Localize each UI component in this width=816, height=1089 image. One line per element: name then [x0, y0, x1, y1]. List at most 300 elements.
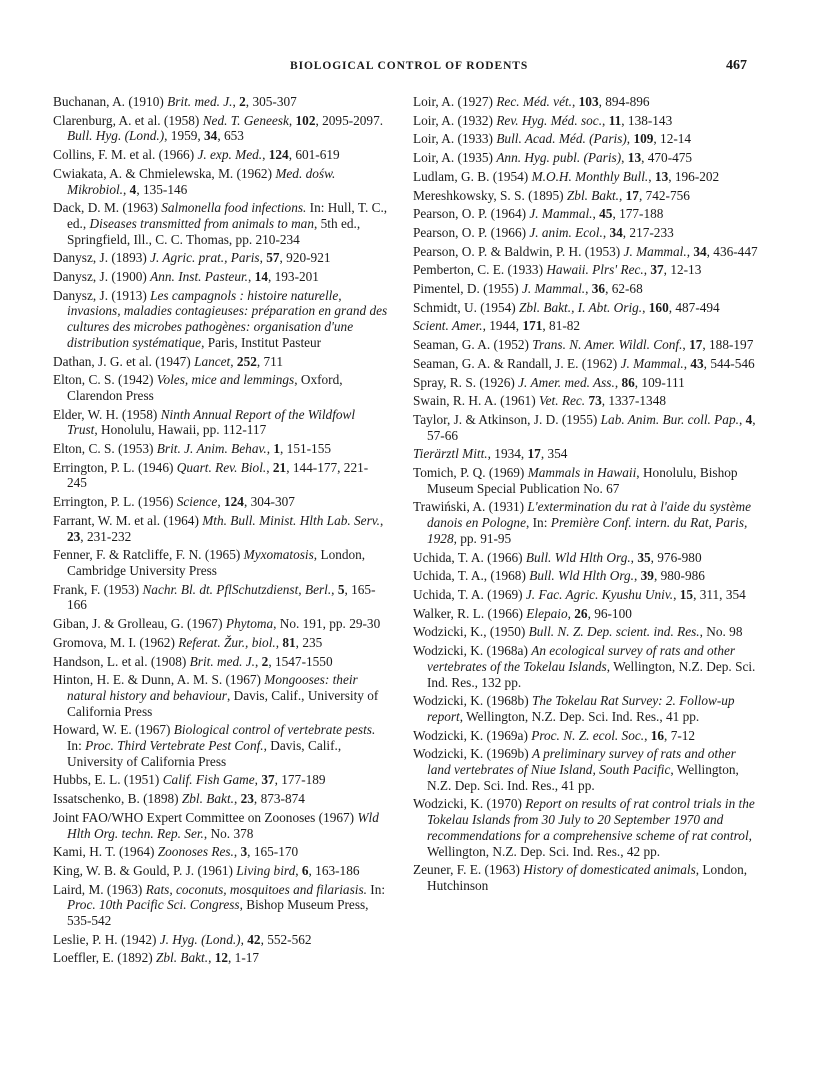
- reference-title: Bull. N. Z. Dep. scient. ind. Res.: [528, 624, 700, 640]
- reference-entry: [53, 844, 388, 860]
- reference-title: Bull. Wld Hlth Org.: [525, 549, 631, 565]
- reference-entry: [413, 150, 758, 166]
- reference-volume: 4: [129, 181, 137, 197]
- reference-text: , 165-166: [67, 581, 376, 613]
- reference-text: Clarenburg, A. et al. (1958): [53, 112, 203, 128]
- reference-title: Vet. Rec.: [538, 393, 586, 409]
- reference-entry: [413, 728, 758, 744]
- reference-volume: 81: [282, 634, 296, 650]
- reference-text: ,: [683, 355, 691, 371]
- reference-text: Elton, C. S. (1953): [53, 441, 157, 457]
- reference-entry: [53, 460, 388, 491]
- reference-text: , 165-170: [247, 844, 299, 860]
- reference-volume: 103: [578, 94, 599, 109]
- reference-text: , Paris, Institut Pasteur: [201, 334, 322, 350]
- reference-text: ,: [230, 353, 237, 369]
- reference-title: J. Mammal.: [623, 243, 687, 259]
- reference-text: ,: [673, 586, 680, 602]
- reference-text: , 7-12: [664, 727, 696, 743]
- reference-text: , In:: [525, 515, 551, 531]
- reference-text: ,: [648, 168, 655, 184]
- reference-title: The Tokelau Rat Survey: 2. Follow-up report: [427, 693, 735, 724]
- reference-title: Tierärztl Mitt.: [413, 446, 488, 462]
- reference-text: Cwiakata, A. & Chmielewska, M. (1962): [53, 165, 276, 181]
- reference-text: Zeuner, F. E. (1963): [413, 862, 524, 878]
- reference-text: , pp. 91-95: [453, 530, 512, 546]
- reference-text: , 305-307: [245, 94, 297, 109]
- reference-entry: [413, 606, 758, 622]
- reference-text: Joint FAO/WHO Expert Committee on Zoonoses (1967): [53, 809, 358, 825]
- reference-text: ,: [571, 94, 579, 109]
- reference-title: Mth. Bull. Minist. Hlth Lab. Serv.: [202, 512, 380, 528]
- reference-text: , No. 378: [203, 825, 254, 841]
- reference-text: , 144-177, 221-245: [67, 459, 369, 491]
- reference-volume: 45: [599, 206, 613, 222]
- reference-text: ,: [233, 844, 241, 860]
- reference-title: Lab. Anim. Bur. coll. Pap.: [600, 411, 739, 427]
- reference-text: , 235: [295, 634, 323, 650]
- reference-entry: [413, 393, 758, 409]
- reference-entry: [413, 94, 758, 110]
- reference-text: , Wellington, N.Z. Dep. Sci. Ind. Res., 132 pp.: [427, 658, 756, 690]
- reference-text: Leslie, P. H. (1942): [53, 931, 160, 947]
- reference-text: Gromova, M. I. (1962): [53, 634, 179, 650]
- reference-title: Zbl. Bakt.: [181, 791, 234, 807]
- reference-text: ,: [208, 950, 215, 966]
- reference-title: Phytoma: [225, 616, 274, 632]
- reference-text: Pearson, O. P. & Baldwin, P. H. (1953): [413, 243, 624, 259]
- reference-title: Ann. Inst. Pasteur.: [150, 269, 249, 285]
- reference-entry: [413, 624, 758, 640]
- reference-text: Handson, L. et al. (1908): [53, 653, 190, 669]
- reference-text: , 1944,: [482, 318, 523, 334]
- reference-text: Taylor, J. & Atkinson, J. D. (1955): [413, 411, 601, 427]
- reference-entry: [413, 643, 758, 690]
- reference-text: Hubbs, E. L. (1951): [53, 772, 163, 788]
- reference-entry: [413, 587, 758, 603]
- reference-volume: 34: [609, 224, 623, 240]
- reference-title: Proc. Third Vertebrate Pest Conf.: [85, 738, 264, 754]
- reference-text: ,: [275, 634, 283, 650]
- reference-text: ,: [642, 299, 649, 315]
- reference-title: Zbl. Bakt., I. Abt. Orig.: [519, 299, 643, 315]
- reference-volume: 6: [301, 862, 309, 878]
- reference-text: , 653: [217, 128, 244, 144]
- reference-text: , 1934,: [487, 446, 528, 462]
- reference-text: , 470-475: [641, 150, 693, 166]
- reference-title: A preliminary survey of rats and other land vertebrates of Niue Island, South Pacific: [427, 746, 736, 778]
- reference-title: Elepaio: [526, 605, 568, 621]
- reference-entry: [53, 950, 388, 966]
- reference-title: Bull. Acad. Méd. (Paris): [496, 131, 627, 147]
- reference-title: Lancet: [194, 353, 231, 369]
- reference-text: , Bishop Museum Press, 535-542: [67, 897, 369, 929]
- reference-title: Report on results of rat control trials in the Tokelau Islands from 30 July to 20 September 1970 and recommendations for a comprehensive scheme of rat control: [427, 796, 755, 843]
- reference-entry: [53, 810, 388, 841]
- reference-entry: [53, 654, 388, 670]
- reference-volume: 109: [633, 131, 654, 147]
- reference-text: , Honolulu, Hawaii, pp. 112-117: [94, 422, 267, 438]
- reference-text: Wodzicki, K., (1950): [413, 624, 529, 640]
- reference-text: ,: [686, 243, 694, 259]
- reference-text: , 138-143: [621, 112, 673, 128]
- running-title: BIOLOGICAL CONTROL OF RODENTS: [290, 60, 529, 72]
- reference-text: , 62-68: [605, 281, 643, 297]
- reference-text: , 96-100: [587, 605, 632, 621]
- references-column-right: [413, 94, 758, 897]
- reference-text: King, W. B. & Gould, P. J. (1961): [53, 862, 237, 878]
- reference-text: , 1337-1348: [601, 393, 666, 409]
- reference-text: , Wellington, N.Z. Dep. Sci. Ind. Res., 41 pp.: [427, 762, 739, 793]
- reference-text: Spray, R. S. (1926): [413, 374, 519, 390]
- reference-volume: 3: [240, 844, 248, 860]
- reference-title: Zbl. Bakt.: [155, 950, 209, 966]
- reference-volume: 57: [266, 250, 280, 266]
- reference-volume: 1: [273, 441, 281, 457]
- reference-title: Ninth Annual Report of the Wildfowl Trust: [67, 406, 356, 438]
- reference-text: Pemberton, C. E. (1933): [413, 262, 547, 278]
- reference-entry: [53, 882, 388, 929]
- reference-title: J. Fac. Agric. Kyushu Univ.: [525, 586, 674, 602]
- reference-volume: 2: [261, 653, 269, 669]
- reference-title: Ann. Hyg. publ. (Paris): [496, 150, 622, 166]
- reference-entry: [53, 672, 388, 719]
- reference-text: ,: [602, 112, 609, 128]
- reference-volume: 23: [240, 791, 254, 807]
- reference-entry: [53, 547, 388, 578]
- reference-entry: [413, 568, 758, 584]
- reference-text: Wodzicki, K. (1969a): [413, 727, 532, 743]
- reference-text: In:: [67, 738, 86, 754]
- reference-text: , 163-186: [308, 862, 360, 878]
- reference-text: , 544-546: [703, 355, 755, 371]
- reference-text: , 135-146: [136, 181, 188, 197]
- reference-text: Buchanan, A. (1910): [53, 94, 168, 109]
- reference-title: Scient. Amer.: [413, 318, 483, 334]
- reference-volume: 11: [608, 112, 622, 128]
- reference-text: , 354: [540, 446, 568, 462]
- reference-text: ,: [621, 150, 628, 166]
- reference-title: Science: [176, 494, 218, 510]
- reference-text: ,: [240, 931, 248, 947]
- reference-entry: [53, 513, 388, 544]
- reference-entry: [413, 262, 758, 278]
- reference-title: Brit. med. J.: [167, 94, 233, 109]
- reference-volume: 12: [214, 950, 229, 966]
- reference-volume: 124: [224, 494, 244, 510]
- reference-volume: 21: [272, 459, 287, 475]
- reference-volume: 171: [522, 318, 543, 334]
- reference-text: Loir, A. (1932): [413, 112, 497, 128]
- reference-text: Elton, C. S. (1942): [53, 372, 157, 388]
- reference-title: Calif. Fish Game: [162, 772, 255, 788]
- reference-entry: [413, 499, 758, 546]
- reference-entry: [53, 250, 388, 266]
- reference-text: , 920-921: [279, 250, 331, 266]
- reference-volume: 34: [693, 243, 707, 259]
- reference-text: Loir, A. (1933): [413, 131, 497, 147]
- reference-title: Med. dośw. Mikrobiol.: [67, 165, 336, 197]
- reference-entry: [413, 337, 758, 353]
- reference-title: J. Amer. med. Ass.: [518, 374, 615, 390]
- reference-volume: 16: [650, 727, 665, 743]
- reference-text: ,: [217, 494, 224, 510]
- reference-text: Pimentel, D. (1955): [413, 281, 522, 297]
- reference-title: An ecological survey of rats and other vertebrates of the Tokelau Islands: [427, 643, 736, 674]
- reference-entry: [53, 722, 388, 769]
- reference-entry: [53, 772, 388, 788]
- reference-text: , 193-201: [267, 269, 319, 285]
- reference-volume: 43: [690, 355, 704, 371]
- reference-entry: [53, 616, 388, 632]
- reference-text: , No. 191, pp. 29-30: [273, 616, 381, 632]
- reference-text: ,: [630, 549, 638, 565]
- reference-title: Wld Hlth Org. techn. Rep. Ser.: [67, 809, 379, 841]
- reference-text: Uchida, T. A., (1968): [413, 568, 530, 584]
- reference-volume: 160: [648, 299, 669, 315]
- reference-text: , 188-197: [702, 337, 754, 353]
- reference-text: , 12-13: [663, 262, 702, 278]
- reference-title: Brit. J. Anim. Behav.: [156, 441, 267, 457]
- reference-entry: [53, 635, 388, 651]
- reference-text: , 980-986: [653, 568, 705, 584]
- reference-text: , 81-82: [542, 318, 581, 334]
- reference-title: J. Mammal.: [529, 206, 593, 222]
- reference-entry: [413, 746, 758, 793]
- reference-text: Laird, M. (1963): [53, 881, 146, 897]
- reference-text: ,: [585, 281, 592, 297]
- reference-volume: 17: [625, 187, 639, 203]
- reference-text: Danysz, J. (1893): [53, 250, 151, 266]
- reference-entry: [53, 791, 388, 807]
- running-header: [0, 56, 816, 80]
- reference-volume: 13: [627, 150, 642, 166]
- reference-text: , 436-447: [706, 243, 758, 259]
- reference-entry: [413, 169, 758, 185]
- reference-entry: [53, 863, 388, 879]
- reference-text: Uchida, T. A. (1966): [413, 549, 526, 565]
- reference-entry: [53, 354, 388, 370]
- reference-text: , Oxford, Clarendon Press: [67, 372, 343, 403]
- reference-text: , 57-66: [427, 411, 756, 443]
- reference-text: Walker, R. L. (1966): [413, 605, 527, 621]
- reference-title: Première Conf. intern. du Rat, Paris, 1928: [427, 515, 748, 546]
- reference-text: Swain, R. H. A. (1961): [413, 393, 539, 409]
- reference-text: ,: [602, 224, 610, 240]
- reference-volume: 26: [574, 605, 588, 621]
- reference-entry: [53, 200, 388, 247]
- reference-text: Frank, F. (1953): [53, 581, 143, 597]
- reference-text: ,: [592, 206, 600, 222]
- reference-text: , 196-202: [668, 168, 720, 184]
- reference-title: J. anim. Ecol.: [529, 224, 603, 240]
- reference-title: Biological control of vertebrate pests.: [173, 722, 376, 738]
- reference-volume: 102: [295, 112, 316, 128]
- reference-text: Wodzicki, K. (1970): [413, 796, 526, 812]
- reference-text: ,: [643, 262, 651, 278]
- reference-text: Pearson, O. P. (1964): [413, 206, 530, 222]
- reference-text: Kami, H. T. (1964): [53, 844, 158, 860]
- reference-text: ,: [379, 512, 384, 528]
- reference-text: ,: [738, 411, 746, 427]
- reference-entry: [413, 693, 758, 724]
- reference-title: History of domesticated animals: [523, 862, 696, 878]
- reference-text: , 552-562: [260, 931, 312, 947]
- reference-entry: [413, 862, 758, 893]
- reference-volume: 23: [67, 528, 81, 544]
- reference-text: ,: [232, 94, 240, 109]
- reference-text: Errington, P. L. (1956): [53, 494, 177, 510]
- reference-entry: [53, 932, 388, 948]
- reference-text: , 304-307: [243, 494, 295, 510]
- reference-title: Living bird: [236, 862, 296, 878]
- reference-text: , 894-896: [598, 94, 650, 109]
- reference-text: Elder, W. H. (1958): [53, 406, 161, 422]
- reference-volume: 37: [261, 772, 275, 788]
- reference-text: Hinton, H. E. & Dunn, A. M. S. (1967): [53, 672, 265, 688]
- reference-text: Loir, A. (1935): [413, 150, 497, 166]
- reference-text: ,: [288, 112, 296, 128]
- reference-volume: 42: [247, 931, 261, 947]
- reference-entry: [413, 206, 758, 222]
- reference-title: J. Mammal.: [620, 355, 684, 371]
- reference-title: Nachr. Bl. dt. PflSchutzdienst, Berl.: [142, 581, 332, 597]
- reference-entry: [413, 318, 758, 334]
- reference-entry: [413, 356, 758, 372]
- reference-entry: [413, 131, 758, 147]
- reference-volume: 36: [591, 281, 606, 297]
- reference-entry: [413, 550, 758, 566]
- reference-text: Farrant, W. M. et al. (1964): [53, 512, 203, 528]
- reference-text: , 487-494: [668, 299, 720, 315]
- reference-text: ,: [634, 568, 641, 584]
- reference-text: Danysz, J. (1900): [53, 269, 151, 285]
- reference-text: ,: [233, 791, 241, 807]
- reference-entry: [53, 441, 388, 457]
- reference-volume: 37: [650, 262, 664, 278]
- reference-text: Wodzicki, K. (1968b): [413, 693, 532, 709]
- reference-volume: 13: [654, 168, 669, 184]
- reference-volume: 86: [621, 374, 635, 390]
- reference-entry: [413, 225, 758, 241]
- reference-text: ,: [254, 772, 262, 788]
- reference-text: Schmidt, U. (1954): [413, 299, 519, 315]
- reference-volume: 2: [239, 94, 246, 109]
- reference-text: ,: [618, 187, 626, 203]
- reference-title: Rec. Méd. vét.: [496, 94, 572, 109]
- reference-text: Mereshkowsky, S. S. (1895): [413, 187, 567, 203]
- reference-text: ,: [262, 147, 269, 163]
- reference-title: Proc. N. Z. ecol. Soc.: [531, 727, 645, 743]
- reference-text: , Honolulu, Bishop Museum Special Publication No. 67: [427, 465, 738, 496]
- reference-entry: [53, 494, 388, 510]
- reference-text: ,: [682, 337, 690, 353]
- reference-entry: [413, 113, 758, 129]
- reference-title: Diseases transmitted from animals to man: [89, 215, 314, 231]
- reference-title: Ned. T. Geneesk: [202, 112, 289, 128]
- reference-text: , 1547-1550: [268, 653, 333, 669]
- reference-text: Giban, J. & Grolleau, G. (1967): [53, 616, 226, 632]
- reference-text: Loeffler, E. (1892): [53, 950, 156, 966]
- reference-volume: 124: [268, 147, 289, 163]
- reference-entry: [413, 412, 758, 443]
- reference-entry: [413, 796, 758, 859]
- reference-text: ,: [248, 269, 255, 285]
- reference-text: , 1959,: [164, 128, 205, 144]
- reference-text: Loir, A. (1927): [413, 94, 497, 109]
- reference-volume: 4: [745, 411, 753, 427]
- reference-title: L'extermination du rat à l'aide du système danois en Pologne: [427, 499, 751, 531]
- reference-text: , Wellington, N.Z. Dep. Sci. Ind. Res., 41 pp.: [459, 708, 700, 724]
- reference-title: Salmonella food infections.: [161, 200, 307, 216]
- reference-volume: 17: [689, 337, 703, 353]
- reference-text: Dack, D. M. (1963): [53, 200, 162, 216]
- reference-title: Proc. 10th Pacific Sci. Congress: [67, 897, 240, 913]
- reference-text: , 231-232: [80, 528, 132, 544]
- reference-text: Errington, P. L. (1946): [53, 459, 177, 475]
- reference-entry: [413, 375, 758, 391]
- reference-text: , 177-189: [274, 772, 326, 788]
- reference-text: Pearson, O. P. (1966): [413, 224, 530, 240]
- reference-title: Zbl. Bakt.: [566, 187, 619, 203]
- reference-title: Bull. Wld Hlth Org.: [529, 568, 634, 584]
- reference-text: ,: [614, 374, 622, 390]
- reference-title: M.O.H. Monthly Bull.: [531, 168, 649, 184]
- reference-text: ,: [567, 605, 575, 621]
- reference-text: ,: [123, 181, 130, 197]
- reference-entry: [413, 244, 758, 260]
- reference-text: , 311, 354: [693, 586, 746, 602]
- reference-text: Ludlam, G. B. (1954): [413, 168, 532, 184]
- reference-entry: [53, 166, 388, 197]
- reference-text: Dathan, J. G. et al. (1947): [53, 353, 195, 369]
- reference-volume: 15: [679, 586, 694, 602]
- reference-text: , 711: [256, 353, 283, 369]
- reference-title: Zoonoses Res.: [157, 844, 234, 860]
- reference-volume: 39: [640, 568, 654, 584]
- reference-text: , 109-111: [634, 374, 685, 390]
- reference-entry: [413, 465, 758, 496]
- reference-title: Rats, coconuts, mosquitoes and filariasis.: [145, 881, 367, 897]
- reference-title: Brit. med. J.: [189, 653, 256, 669]
- reference-text: ,: [626, 131, 634, 147]
- page-number: 467: [726, 58, 747, 73]
- reference-entry: [53, 582, 388, 613]
- reference-text: , 177-188: [612, 206, 664, 222]
- reference-volume: 5: [337, 581, 345, 597]
- reference-entry: [53, 147, 388, 163]
- reference-title: Les campagnols : histoire naturelle, invasions, maladies contagieuses: préparation en grand des cultures des microbes pathogènes: organisation d'une distribution systématique: [67, 287, 388, 350]
- reference-volume: 34: [204, 128, 218, 144]
- reference-text: ,: [259, 250, 267, 266]
- reference-title: Voles, mice and lemmings: [156, 372, 295, 388]
- reference-title: Mammals in Hawaii: [527, 465, 637, 481]
- reference-title: Mongooses: their natural history and behaviour: [67, 672, 358, 703]
- reference-text: , London, Cambridge University Press: [67, 547, 366, 578]
- reference-text: Fenner, F. & Ratcliffe, F. N. (1965): [53, 547, 244, 563]
- reference-entry: [413, 281, 758, 297]
- reference-text: , Wellington, N.Z. Dep. Sci. Ind. Res., 42 pp.: [427, 827, 752, 859]
- reference-title: Bull. Hyg. (Lond.): [67, 128, 165, 144]
- reference-text: ,: [644, 727, 651, 743]
- reference-text: In: Hull, T. C., ed.,: [67, 200, 388, 231]
- reference-text: ,: [255, 653, 262, 669]
- reference-title: Quart. Rev. Biol.: [176, 459, 267, 475]
- reference-title: Trans. N. Amer. Wildl. Conf.: [532, 337, 683, 353]
- reference-entry: [53, 288, 388, 351]
- reference-text: Seaman, G. A. & Randall, J. E. (1962): [413, 355, 621, 371]
- reference-text: Issatschenko, B. (1898): [53, 791, 182, 807]
